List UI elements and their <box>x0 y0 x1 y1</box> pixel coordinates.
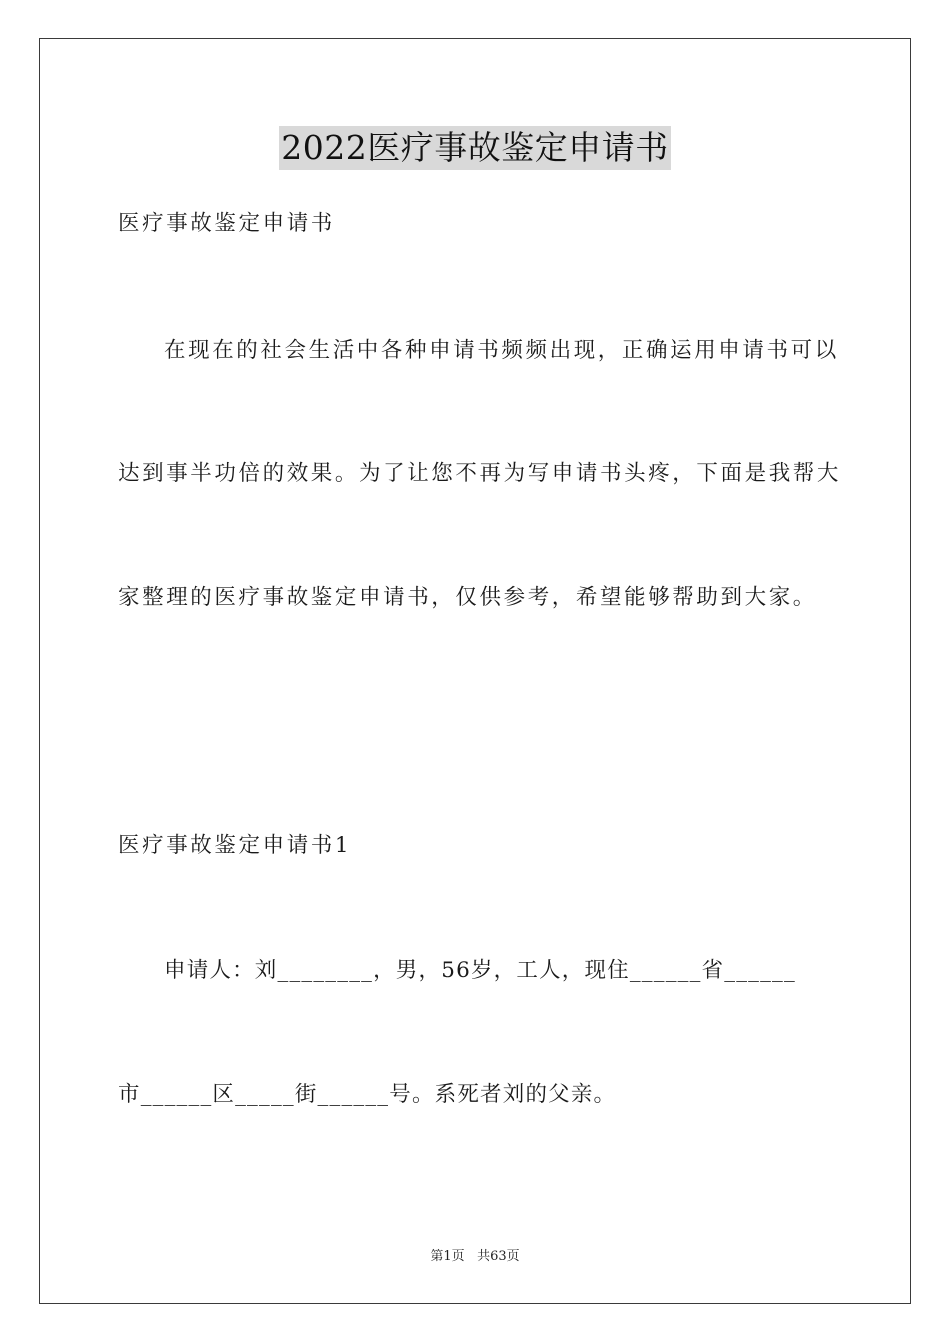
section-heading: 医疗事故鉴定申请书1 <box>118 833 352 858</box>
applicant-line-2: 市______区_____街______号。系死者刘的父亲。 <box>118 1082 617 1107</box>
page-number-total: 共63页 <box>477 1249 520 1264</box>
document-heading: 医疗事故鉴定申请书 <box>118 211 335 236</box>
intro-paragraph-line-1: 在现在的社会生活中各种申请书频频出现，正确运用申请书可以 <box>164 338 839 363</box>
title-container <box>0 126 950 170</box>
page-number-current: 第1页 <box>430 1249 465 1264</box>
page-footer <box>0 1248 950 1266</box>
intro-paragraph-line-3: 家整理的医疗事故鉴定申请书，仅供参考，希望能够帮助到大家。 <box>118 585 817 610</box>
document-title: 2022医疗事故鉴定申请书 <box>279 126 670 170</box>
applicant-line-1: 申请人：刘________，男，56岁，工人，现住______省______ <box>164 958 796 983</box>
intro-paragraph-line-2: 达到事半功倍的效果。为了让您不再为写申请书头疼，下面是我帮大 <box>118 461 842 486</box>
